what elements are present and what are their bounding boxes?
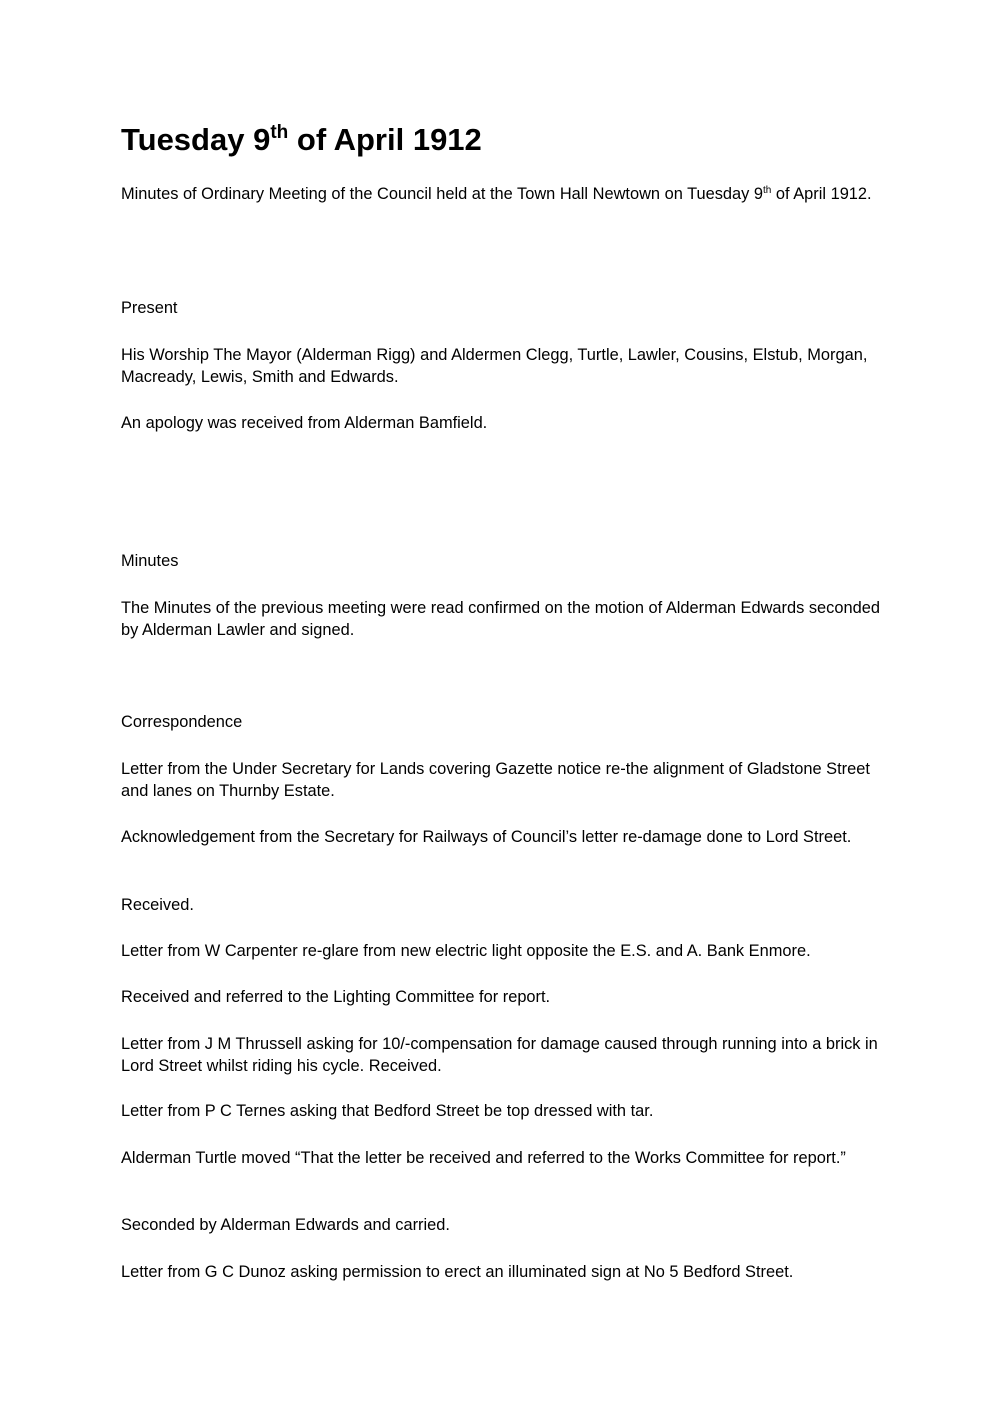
present-heading: Present <box>121 299 178 317</box>
title-prefix: Tuesday 9 <box>121 122 271 157</box>
title-superscript: th <box>270 122 289 143</box>
intro-superscript: th <box>763 185 772 196</box>
correspondence-paragraph: Letter from P C Ternes asking that Bedford Street be top dressed with tar. <box>121 1102 654 1120</box>
minutes-heading: Minutes <box>121 552 179 570</box>
minutes-paragraph: The Minutes of the previous meeting were read confirmed on the motion of Alderman Edwards seconded by Alderman Lawler and signed. <box>121 599 880 639</box>
document-page <box>121 0 891 1414</box>
correspondence-paragraph: Alderman Turtle moved “That the letter be received and referred to the Works Committee for report.” <box>121 1149 846 1167</box>
correspondence-heading: Correspondence <box>121 713 243 731</box>
page-title <box>121 120 482 160</box>
intro-text: Minutes of Ordinary Meeting of the Council held at the Town Hall Newtown on Tuesday 9 <box>121 185 764 203</box>
correspondence-paragraph: Seconded by Alderman Edwards and carried. <box>121 1216 450 1234</box>
correspondence-paragraph: Letter from the Under Secretary for Lands covering Gazette notice re-the alignment of Gladstone Street and lanes on Thurnby Estate. <box>121 760 870 800</box>
correspondence-paragraph: Acknowledgement from the Secretary for Railways of Council’s letter re-damage done to Lord Street. <box>121 828 852 846</box>
title-suffix: of April 1912 <box>288 122 482 157</box>
apology-paragraph: An apology was received from Alderman Bamfield. <box>121 414 488 432</box>
intro-text-end: of April 1912. <box>771 185 872 203</box>
correspondence-paragraph: Received and referred to the Lighting Committee for report. <box>121 988 551 1006</box>
correspondence-paragraph: Letter from G C Dunoz asking permission to erect an illuminated sign at No 5 Bedford Street. <box>121 1263 794 1281</box>
present-attendees-paragraph: His Worship The Mayor (Alderman Rigg) and Aldermen Clegg, Turtle, Lawler, Cousins, Elstub, Morgan, Macready, Lewis, Smith and Edwards. <box>121 346 868 386</box>
correspondence-paragraph: Letter from W Carpenter re-glare from new electric light opposite the E.S. and A. Bank Enmore. <box>121 942 811 960</box>
intro-paragraph <box>121 183 891 205</box>
correspondence-paragraph: Letter from J M Thrussell asking for 10/-compensation for damage caused through running into a brick in Lord Street whilst riding his cycle. Received. <box>121 1035 878 1075</box>
correspondence-paragraph: Received. <box>121 896 194 914</box>
